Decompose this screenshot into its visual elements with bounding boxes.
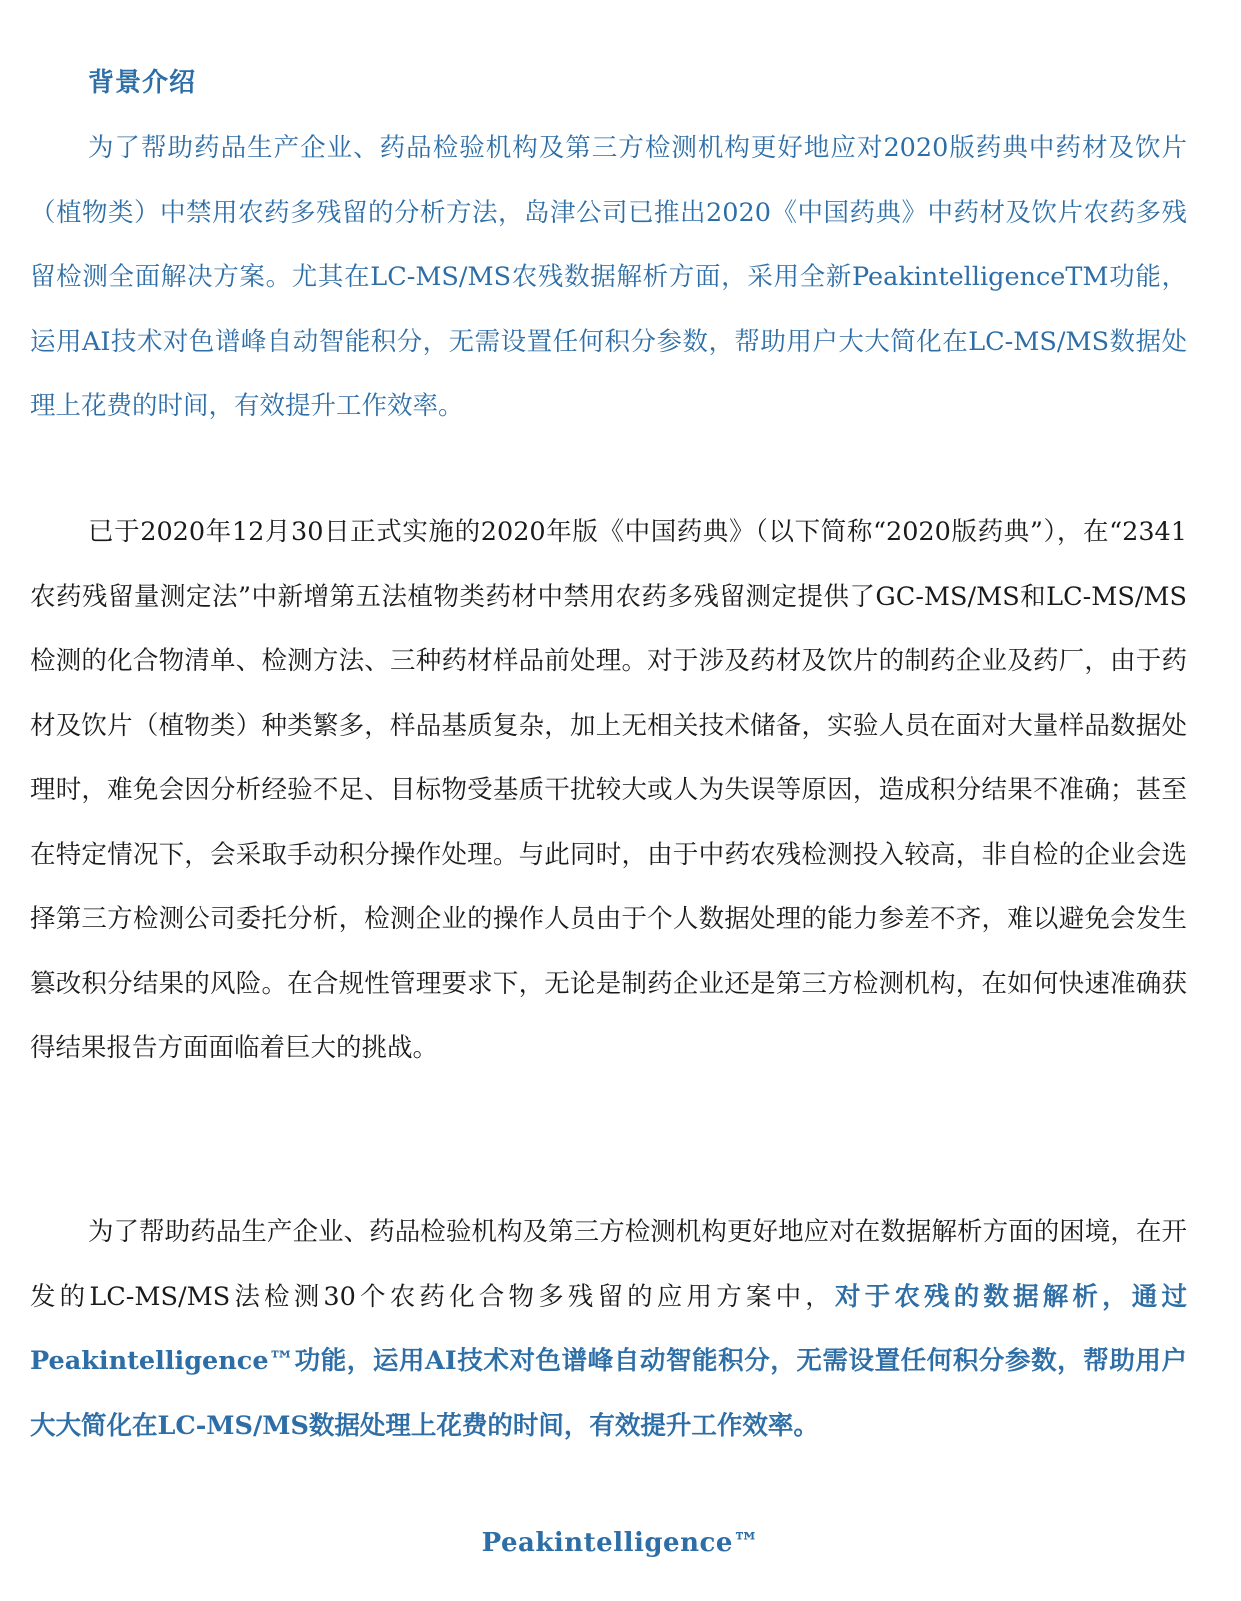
- solution-highlight-text: 对于农残的数据解析，通过Peakintelligence™功能，运用AI技术对色谱峰自动智能积分，无需设置任何积分参数，帮助用户大大简化在LC-MS/MS数据处理上花费的时间，有效提升工作效率。: [30, 1281, 1187, 1441]
- solution-paragraph: [30, 1200, 1187, 1458]
- intro-paragraph: 为了帮助药品生产企业、药品检验机构及第三方检测机构更好地应对2020版药典中药材及饮片（植物类）中禁用农药多残留的分析方法，岛津公司已推出2020《中国药典》中药材及饮片农药多残留检测全面解决方案。尤其在LC-MS/MS农残数据解析方面，采用全新PeakintelligenceTM功能，运用AI技术对色谱峰自动智能积分，无需设置任何积分参数，帮助用户大大简化在LC-MS/MS数据处理上花费的时间，有效提升工作效率。: [30, 133, 1187, 421]
- solution-plain-text: 为了帮助药品生产企业、药品检验机构及第三方检测机构更好地应对在数据解析方面的困境，在开发的LC-MS/MS法检测30个农药化合物多残留的应用方案中，: [30, 1217, 1187, 1312]
- section-heading: 背景介绍: [88, 68, 197, 98]
- footer-title: Peakintelligence™: [481, 1528, 760, 1558]
- background-paragraph: 已于2020年12月30日正式实施的2020年版《中国药典》（以下简称“2020版药典”），在“2341 农药残留量测定法”中新增第五法植物类药材中禁用农药多残留测定提供了GC-MS/MS和LC-MS/MS检测的化合物清单、检测方法、三种药材样品前处理。对于涉及药材及饮片的制药企业及药厂，由于药材及饮片（植物类）种类繁多，样品基质复杂，加上无相关技术储备，实验人员在面对大量样品数据处理时，难免会因分析经验不足、目标物受基质干扰较大或人为失误等原因，造成积分结果不准确；甚至在特定情况下，会采取手动积分操作处理。与此同时，由于中药农残检测投入较高，非自检的企业会选择第三方检测公司委托分析，检测企业的操作人员由于个人数据处理的能力参差不齐，难以避免会发生篡改积分结果的风险。在合规性管理要求下，无论是制药企业还是第三方检测机构，在如何快速准确获得结果报告方面面临着巨大的挑战。: [30, 517, 1187, 1063]
